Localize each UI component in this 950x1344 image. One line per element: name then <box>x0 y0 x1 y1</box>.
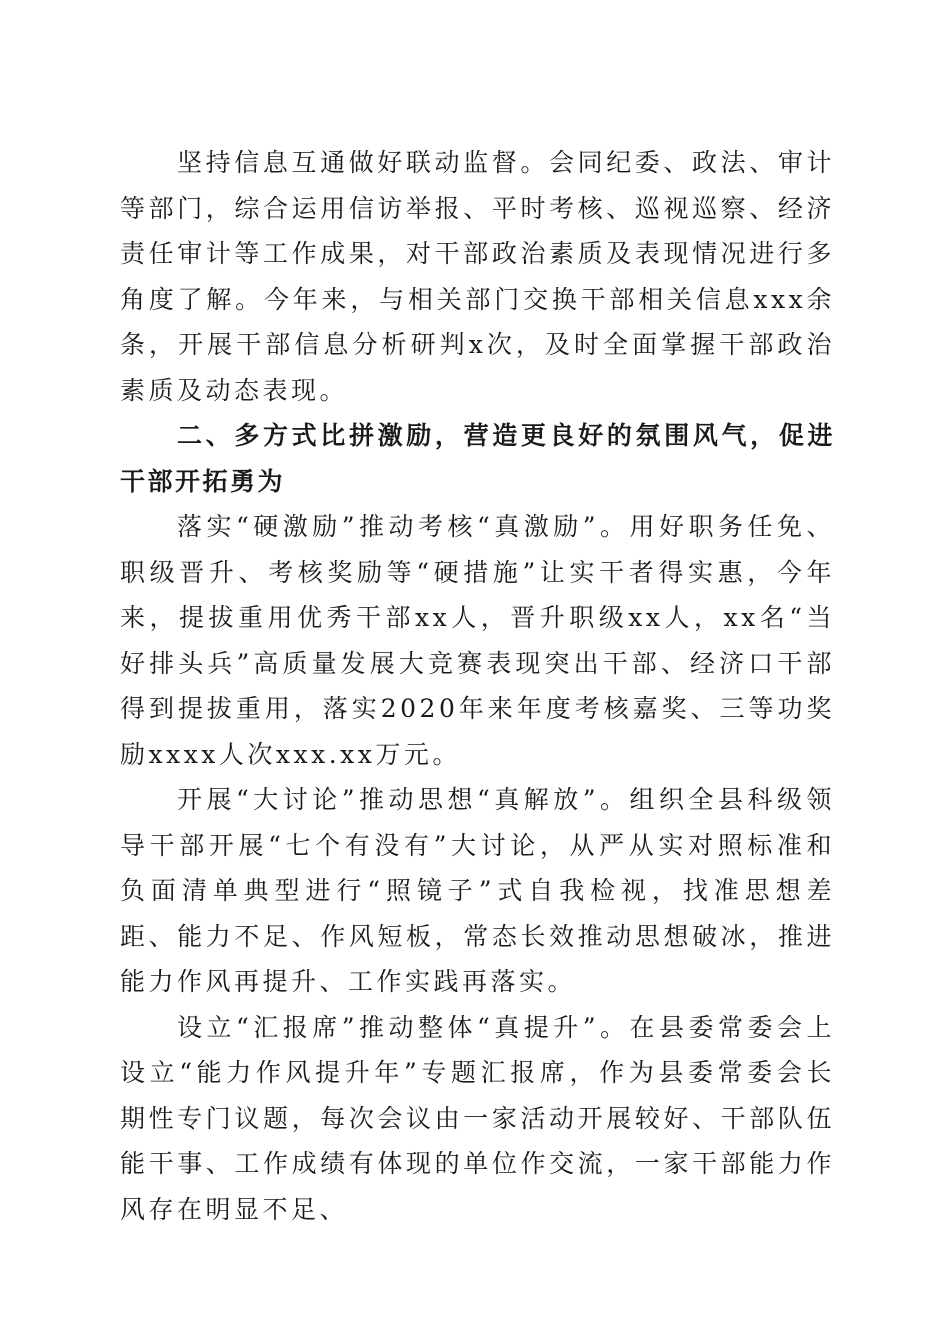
document-body <box>120 140 835 1232</box>
paragraph-big-discussion: 开展“大讨论”推动思想“真解放”。组织全县科级领导干部开展“七个有没有”大讨论，从严从实对照标准和负面清单典型进行“照镜子”式自我检视，找准思想差距、能力不足、作风短板，常态长效推动思想破冰，推进能力作风再提升、工作实践再落实。 <box>120 785 835 996</box>
section-heading-two: 二、多方式比拼激励，营造更良好的氛围风气，促进干部开拓勇为 <box>120 421 835 496</box>
paragraph-hard-incentive: 落实“硬激励”推动考核“真激励”。用好职务任免、职级晋升、考核奖励等“硬措施”让实干者得实惠，今年来，提拔重用优秀干部xx人，晋升职级xx人，xx名“当好排头兵”高质量发展大竞赛表现突出干部、经济口干部得到提拔重用，落实2020年来年度考核嘉奖、三等功奖励xxxx人次xxx.xx万元。 <box>120 512 835 769</box>
paragraph-info-sharing: 坚持信息互通做好联动监督。会同纪委、政法、审计等部门，综合运用信访举报、平时考核、巡视巡察、经济责任审计等工作成果，对干部政治素质及表现情况进行多角度了解。今年来，与相关部门交换干部相关信息xxx余条，开展干部信息分析研判x次，及时全面掌握干部政治素质及动态表现。 <box>120 148 835 405</box>
paragraph-report-seat: 设立“汇报席”推动整体“真提升”。在县委常委会上设立“能力作风提升年”专题汇报席，作为县委常委会长期性专门议题，每次会议由一家活动开展较好、干部队伍能干事、工作成绩有体现的单位作交流，一家干部能力作风存在明显不足、 <box>120 1012 835 1224</box>
